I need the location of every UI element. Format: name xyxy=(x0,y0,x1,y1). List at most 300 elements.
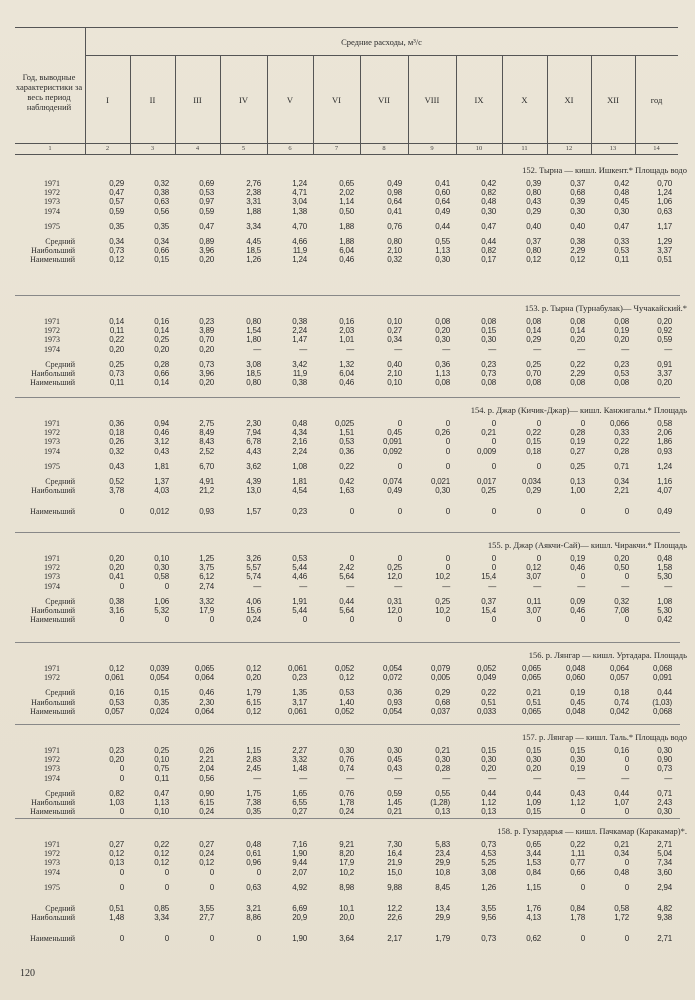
cell-value: 1,16 xyxy=(657,477,672,486)
cell-value: 0,38 xyxy=(570,237,585,246)
column-label-header: Год, выводные характеристики за весь период наблюдений xyxy=(15,72,83,112)
cell-value: 0,20 xyxy=(109,755,124,765)
cell-value: 1,25 xyxy=(199,554,214,563)
cell-value: 0,20 xyxy=(435,326,450,336)
cell-value: 0 xyxy=(256,934,261,944)
cell-value: 3,21 xyxy=(246,904,261,913)
cell-value: 0,43 xyxy=(154,446,169,456)
table-row xyxy=(15,345,680,355)
column-number: 6 xyxy=(288,145,292,152)
cell-value: 0,28 xyxy=(614,446,629,456)
cell-value: 0,12 xyxy=(199,858,214,868)
table-row xyxy=(15,774,680,784)
cell-value: 0,26 xyxy=(199,746,214,755)
cell-value: (1,28) xyxy=(430,798,450,807)
cell-value: 2,94 xyxy=(657,882,672,892)
cell-value: 0,092 xyxy=(382,446,402,456)
cell-value: 9,21 xyxy=(339,840,354,849)
cell-value: 3,96 xyxy=(199,369,214,378)
cell-value: 0,56 xyxy=(154,206,169,216)
cell-value: 0,11 xyxy=(109,326,124,336)
cell-value: 0 xyxy=(580,934,585,944)
cell-value: 2,76 xyxy=(246,179,261,188)
cell-value: 0 xyxy=(445,615,450,625)
cell-value: 0,42 xyxy=(481,179,496,188)
cell-value: 0,30 xyxy=(435,486,450,496)
cell-value: 0,025 xyxy=(334,419,354,428)
cell-value: 0,18 xyxy=(614,688,629,698)
cell-value: 0 xyxy=(164,934,169,944)
cell-value: 9,56 xyxy=(481,913,496,923)
cell-value: 0,19 xyxy=(570,554,585,563)
cell-value: 1,32 xyxy=(339,359,354,369)
cell-value: 0,59 xyxy=(387,788,402,798)
cell-value: 0,96 xyxy=(246,858,261,868)
row-label: Средний xyxy=(45,788,75,798)
cell-value: 0,15 xyxy=(526,746,541,755)
cell-value: 0,94 xyxy=(154,419,169,428)
cell-value: 2,43 xyxy=(657,798,672,807)
cell-value: 2,30 xyxy=(246,419,261,428)
cell-value: 0,28 xyxy=(435,764,450,774)
row-label: Наибольший xyxy=(31,913,75,923)
cell-value: 0 xyxy=(119,581,124,591)
cell-value: 0,53 xyxy=(339,688,354,698)
cell-value: 0,27 xyxy=(109,840,124,849)
row-label: 1974 xyxy=(44,867,60,877)
table-row xyxy=(15,807,680,817)
section-rule xyxy=(15,642,680,643)
column-number: 3 xyxy=(150,145,155,152)
cell-value: 0 xyxy=(164,615,169,625)
cell-value: — xyxy=(394,581,402,591)
cell-value: 0,19 xyxy=(614,326,629,336)
cell-value: 0,08 xyxy=(614,378,629,388)
row-label: Наибольший xyxy=(31,697,75,707)
cell-value: — xyxy=(621,773,629,783)
cell-value: 0,16 xyxy=(109,688,124,698)
cell-value: 3,32 xyxy=(199,596,214,606)
column-number: 11 xyxy=(521,145,528,152)
cell-value: 0,18 xyxy=(526,446,541,456)
cell-value: 1,47 xyxy=(292,335,307,345)
cell-value: 9,88 xyxy=(387,882,402,892)
month-header: II xyxy=(149,95,156,105)
cell-value: 0,20 xyxy=(526,764,541,774)
cell-value: 0,23 xyxy=(109,746,124,755)
cell-value: 0,46 xyxy=(154,428,169,438)
cell-value: 1,45 xyxy=(387,798,402,807)
cell-value: 0,35 xyxy=(154,221,169,231)
cell-value: — xyxy=(253,773,261,783)
cell-value: 0,82 xyxy=(481,188,496,198)
table-header xyxy=(15,27,675,170)
cell-value: 0,82 xyxy=(109,788,124,798)
cell-value: 0,10 xyxy=(154,807,169,817)
cell-value: 0,73 xyxy=(657,764,672,774)
cell-value: 0,10 xyxy=(387,317,402,326)
section-title: 154. р. Джар (Кичик-Джар)— кишл. Канжигалы.* Площадь xyxy=(470,405,687,415)
cell-value: 0,068 xyxy=(652,664,672,673)
cell-value: 0,33 xyxy=(614,237,629,246)
cell-value: 3,12 xyxy=(154,437,169,447)
cell-value: 5,83 xyxy=(435,840,450,849)
row-label: Средний xyxy=(45,596,75,606)
cell-value: 0,24 xyxy=(339,807,354,817)
cell-value: 1,75 xyxy=(246,788,261,798)
cell-value: 3,75 xyxy=(199,563,214,573)
cell-value: 1,12 xyxy=(570,798,585,807)
cell-value: 0,50 xyxy=(339,206,354,216)
cell-value: 0,39 xyxy=(526,179,541,188)
cell-value: — xyxy=(299,344,307,354)
cell-value: 0,21 xyxy=(435,746,450,755)
cell-value: 0,85 xyxy=(154,904,169,913)
row-label: 1971 xyxy=(44,179,60,188)
cell-value: 0,11 xyxy=(109,378,124,388)
cell-value: 15,6 xyxy=(246,606,261,615)
cell-value: 0,12 xyxy=(570,255,585,265)
row-label: 1971 xyxy=(44,554,60,563)
cell-value: 0,51 xyxy=(657,255,672,265)
cell-value: — xyxy=(533,773,541,783)
cell-value: 0,66 xyxy=(154,246,169,256)
cell-value: 0,77 xyxy=(570,858,585,868)
cell-value: 0,32 xyxy=(614,596,629,606)
cell-value: 0,17 xyxy=(481,255,496,265)
cell-value: 2,45 xyxy=(246,764,261,774)
month-header: I xyxy=(106,95,109,105)
cell-value: 0,51 xyxy=(109,904,124,913)
cell-value: 0 xyxy=(536,419,541,428)
cell-value: 0 xyxy=(624,755,629,765)
row-label: Наибольший xyxy=(31,246,75,256)
cell-value: 6,12 xyxy=(199,572,214,582)
rule xyxy=(15,27,678,28)
cell-value: 7,08 xyxy=(614,606,629,615)
cell-value: 0,14 xyxy=(154,378,169,388)
cell-value: 0 xyxy=(164,581,169,591)
cell-value: 0,009 xyxy=(476,446,496,456)
cell-value: 0,15 xyxy=(526,807,541,817)
row-label: 1973 xyxy=(44,764,60,774)
cell-value: 1,54 xyxy=(246,326,261,336)
cell-value: 1,03 xyxy=(109,798,124,807)
cell-value: 4,92 xyxy=(292,882,307,892)
cell-value: 4,43 xyxy=(246,446,261,456)
cell-value: 0,37 xyxy=(526,237,541,246)
cell-value: 0,20 xyxy=(570,335,585,345)
cell-value: — xyxy=(442,773,450,783)
cell-value: 0,30 xyxy=(570,755,585,765)
cell-value: — xyxy=(577,344,585,354)
cell-value: 0,38 xyxy=(292,317,307,326)
cell-value: 4,54 xyxy=(292,486,307,496)
table-row xyxy=(15,883,680,893)
cell-value: 0,22 xyxy=(154,840,169,849)
cell-value: 0,53 xyxy=(109,697,124,707)
cell-value: 1,79 xyxy=(246,688,261,698)
cell-value: 0,24 xyxy=(246,615,261,625)
cell-value: 0,91 xyxy=(657,359,672,369)
cell-value: 4,03 xyxy=(154,486,169,496)
cell-value: 0,20 xyxy=(246,673,261,683)
cell-value: 0,26 xyxy=(109,437,124,447)
section-rule xyxy=(15,295,680,296)
cell-value: 0,27 xyxy=(570,446,585,456)
cell-value: 5,30 xyxy=(657,572,672,582)
cell-value: 29,9 xyxy=(435,858,450,868)
cell-value: 0,70 xyxy=(526,369,541,378)
cell-value: 0,23 xyxy=(292,673,307,683)
cell-value: 0,93 xyxy=(199,507,214,517)
cell-value: 0,73 xyxy=(481,934,496,944)
cell-value: 0,10 xyxy=(387,378,402,388)
table-row xyxy=(15,255,680,265)
cell-value: 0,39 xyxy=(570,197,585,207)
table-row xyxy=(15,207,680,217)
cell-value: 1,24 xyxy=(657,188,672,198)
cell-value: 0,45 xyxy=(387,755,402,765)
cell-value: 0,30 xyxy=(339,746,354,755)
cell-value: 1,01 xyxy=(339,335,354,345)
cell-value: 0,054 xyxy=(149,673,169,683)
cell-value: 0,057 xyxy=(104,706,124,716)
row-label: 1973 xyxy=(44,437,60,447)
cell-value: 0 xyxy=(445,563,450,573)
cell-value: 0,74 xyxy=(614,697,629,707)
cell-value: 1,24 xyxy=(292,255,307,265)
cell-value: 0 xyxy=(536,507,541,517)
cell-value: 0 xyxy=(119,764,124,774)
cell-value: 2,38 xyxy=(246,188,261,198)
cell-value: 1,13 xyxy=(154,798,169,807)
cell-value: — xyxy=(346,344,354,354)
cell-value: 0,76 xyxy=(387,221,402,231)
row-label: 1971 xyxy=(44,840,60,849)
cell-value: — xyxy=(621,581,629,591)
cell-value: 0,34 xyxy=(614,477,629,486)
cell-value: 0,22 xyxy=(339,461,354,471)
cell-value: 3,08 xyxy=(481,867,496,877)
cell-value: 0 xyxy=(536,461,541,471)
cell-value: 0,16 xyxy=(339,317,354,326)
cell-value: — xyxy=(253,581,261,591)
cell-value: 3,96 xyxy=(199,246,214,256)
cell-value: 8,98 xyxy=(339,882,354,892)
cell-value: 3,78 xyxy=(109,486,124,496)
cell-value: 4,39 xyxy=(246,477,261,486)
section-title: 152. Тырна — кишл. Ишкент.* Площадь водо xyxy=(522,165,687,175)
cell-value: 18,5 xyxy=(246,369,261,378)
cell-value: 0,11 xyxy=(154,773,169,783)
cell-value: 0,12 xyxy=(154,849,169,859)
cell-value: 0 xyxy=(491,563,496,573)
cell-value: 3,04 xyxy=(292,197,307,207)
cell-value: 2,30 xyxy=(199,697,214,707)
cell-value: 0,049 xyxy=(476,673,496,683)
cell-value: 0,36 xyxy=(109,419,124,428)
row-label: 1974 xyxy=(44,773,60,783)
cell-value: 9,44 xyxy=(292,858,307,868)
cell-value: — xyxy=(664,581,672,591)
cell-value: 6,70 xyxy=(199,461,214,471)
cell-value: 0,84 xyxy=(570,904,585,913)
cell-value: 0,51 xyxy=(481,697,496,707)
cell-value: 1,72 xyxy=(614,913,629,923)
cell-value: 0,20 xyxy=(154,344,169,354)
cell-value: 0 xyxy=(164,882,169,892)
cell-value: 0,41 xyxy=(109,572,124,582)
month-header: год xyxy=(650,95,663,105)
cell-value: 0,70 xyxy=(199,335,214,345)
cell-value: 0,53 xyxy=(614,246,629,256)
row-label: Наибольший xyxy=(31,369,75,378)
cell-value: 0,37 xyxy=(570,179,585,188)
cell-value: 1,63 xyxy=(339,486,354,496)
cell-value: 1,88 xyxy=(339,237,354,246)
cell-value: 3,37 xyxy=(657,246,672,256)
cell-value: 7,16 xyxy=(292,840,307,849)
cell-value: 0,19 xyxy=(570,764,585,774)
row-label: 1971 xyxy=(44,664,60,673)
cell-value: 0,064 xyxy=(194,706,214,716)
cell-value: 1,26 xyxy=(481,882,496,892)
cell-value: 0,73 xyxy=(109,369,124,378)
cell-value: 5,64 xyxy=(339,572,354,582)
row-label: 1973 xyxy=(44,335,60,345)
column-number: 10 xyxy=(475,145,483,152)
cell-value: — xyxy=(299,581,307,591)
cell-value: 2,83 xyxy=(246,755,261,765)
cell-value: 0,37 xyxy=(481,596,496,606)
cell-value: 0,47 xyxy=(481,221,496,231)
cell-value: 0,068 xyxy=(652,706,672,716)
cell-value: 20,9 xyxy=(292,913,307,923)
cell-value: 2,03 xyxy=(339,326,354,336)
cell-value: 3,31 xyxy=(246,197,261,207)
cell-value: 0,49 xyxy=(387,486,402,496)
row-label: Средний xyxy=(45,688,75,698)
cell-value: 0,21 xyxy=(387,807,402,817)
cell-value: 0 xyxy=(119,615,124,625)
cell-value: 0,065 xyxy=(521,706,541,716)
cell-value: 0,84 xyxy=(526,867,541,877)
cell-value: 0,66 xyxy=(570,867,585,877)
cell-value: 0 xyxy=(445,419,450,428)
cell-value: 0,20 xyxy=(481,764,496,774)
cell-value: 0,45 xyxy=(614,197,629,207)
cell-value: 0,28 xyxy=(154,359,169,369)
cell-value: 0 xyxy=(536,615,541,625)
cell-value: 2,24 xyxy=(292,326,307,336)
cell-value: 2,21 xyxy=(199,755,214,765)
cell-value: 0,65 xyxy=(339,179,354,188)
row-label: 1972 xyxy=(44,428,60,438)
cell-value: 0,63 xyxy=(657,206,672,216)
cell-value: 0,47 xyxy=(109,188,124,198)
cell-value: 0,16 xyxy=(614,746,629,755)
cell-value: 0,48 xyxy=(614,867,629,877)
cell-value: 0,57 xyxy=(109,197,124,207)
cell-value: 0,58 xyxy=(657,419,672,428)
cell-value: 0,32 xyxy=(387,255,402,265)
cell-value: 4,82 xyxy=(657,904,672,913)
cell-value: 0,08 xyxy=(526,317,541,326)
cell-value: 0 xyxy=(445,507,450,517)
cell-value: 0,46 xyxy=(570,606,585,615)
cell-value: 0,40 xyxy=(570,221,585,231)
row-label: Средний xyxy=(45,359,75,369)
cell-value: 10,2 xyxy=(435,606,450,615)
cell-value: 0,98 xyxy=(387,188,402,198)
column-number: 9 xyxy=(430,145,434,152)
row-label: 1974 xyxy=(44,344,60,354)
cell-value: 0 xyxy=(119,807,124,817)
cell-value: 0,034 xyxy=(521,477,541,486)
cell-value: 0,80 xyxy=(387,237,402,246)
cell-value: 0,15 xyxy=(154,688,169,698)
cell-value: 0 xyxy=(624,882,629,892)
cell-value: 0,060 xyxy=(565,673,585,683)
cell-value: 1,12 xyxy=(481,798,496,807)
row-label: 1971 xyxy=(44,419,60,428)
table-row xyxy=(15,447,680,457)
cell-value: 0,38 xyxy=(109,596,124,606)
section-rule xyxy=(15,818,680,819)
cell-value: 0,82 xyxy=(481,246,496,256)
cell-value: 0 xyxy=(349,615,354,625)
table-row xyxy=(15,673,680,683)
cell-value: 5,44 xyxy=(292,563,307,573)
cell-value: 2,07 xyxy=(292,867,307,877)
cell-value: 3,07 xyxy=(526,572,541,582)
cell-value: 0,73 xyxy=(481,840,496,849)
cell-value: 23,4 xyxy=(435,849,450,859)
cell-value: 0,35 xyxy=(154,697,169,707)
cell-value: 1,15 xyxy=(246,746,261,755)
cell-value: 2,06 xyxy=(657,428,672,438)
cell-value: 0,091 xyxy=(652,673,672,683)
cell-value: 0,58 xyxy=(154,572,169,582)
row-label: 1974 xyxy=(44,446,60,456)
cell-value: 0 xyxy=(397,419,402,428)
cell-value: 0 xyxy=(445,446,450,456)
cell-value: 0,38 xyxy=(292,378,307,388)
cell-value: 0,15 xyxy=(570,746,585,755)
cell-value: 9,38 xyxy=(657,913,672,923)
cell-value: 11,9 xyxy=(292,246,307,256)
cell-value: 0,25 xyxy=(526,359,541,369)
month-header: VII xyxy=(378,95,390,105)
table-row xyxy=(15,913,680,923)
cell-value: 0,065 xyxy=(194,664,214,673)
cell-value: 0,29 xyxy=(435,688,450,698)
cell-value: 0,63 xyxy=(154,197,169,207)
cell-value: 6,15 xyxy=(199,798,214,807)
cell-value: 0,47 xyxy=(154,788,169,798)
cell-value: 6,69 xyxy=(292,904,307,913)
cell-value: 0,75 xyxy=(154,764,169,774)
group-header: Средние расходы, м³/с xyxy=(341,37,422,47)
cell-value: 3,07 xyxy=(526,606,541,615)
month-header: III xyxy=(193,95,202,105)
month-header: XII xyxy=(607,95,619,105)
cell-value: — xyxy=(299,773,307,783)
cell-value: 2,29 xyxy=(570,369,585,378)
cell-value: 0,30 xyxy=(481,335,496,345)
cell-value: 0,14 xyxy=(109,317,124,326)
